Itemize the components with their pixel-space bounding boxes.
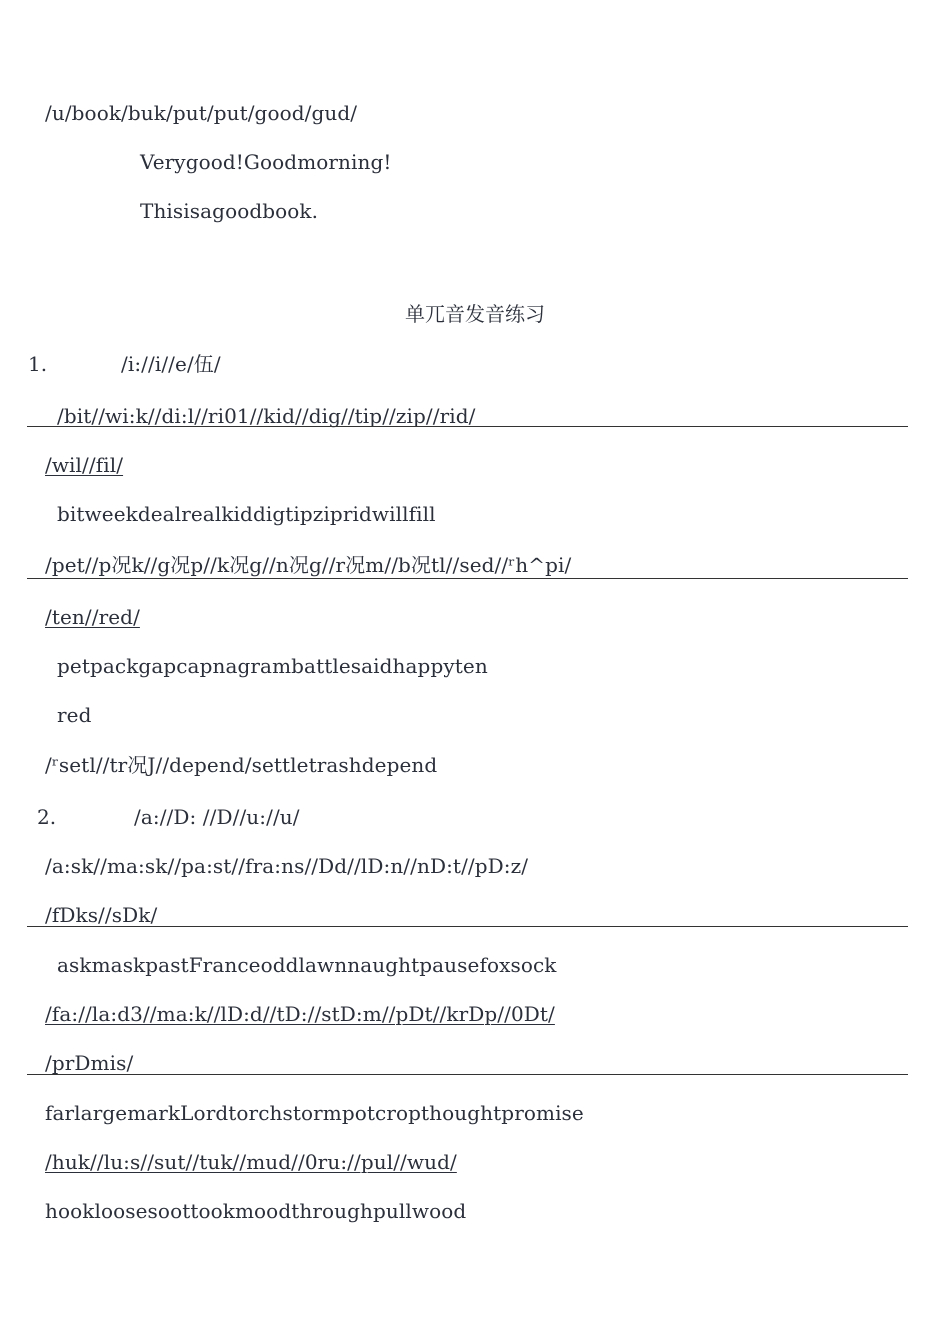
top-line-2: Verygood!Goodmorning! [140,150,392,174]
section-1-header: /i://i//e/伍/ [121,352,221,376]
section-1-ipa-c: /pet//p况k//g况p//k况g//n况g//r况m//b况tl//sed//ʳh^pi/ [45,553,572,577]
section-1-ipa-d: /ten//red/ [45,605,140,629]
section-2-number: 2. [37,805,57,829]
section-1-ipa-a: /bit//wi:k//di:l//ri01//kid//dig//tip//zip//rid/ [57,404,476,428]
section-1-ipa-b: /wil//fil/ [45,453,124,477]
section-2-ipa-b: /fDks//sDk/ [45,903,158,927]
section-1-number: 1. [28,352,48,376]
top-line-3: Thisisagoodbook. [140,199,319,223]
section-1-ipa-e: /ʳsetl//tr况J//depend/settletrashdepend [45,753,438,777]
section-2-ipa-a: /a:sk//ma:sk//pa:st//fra:ns//Dd//lD:n//nD:t//pD:z/ [45,854,529,878]
section-2-words-c: hookloosesoottookmoodthroughpullwood [45,1199,467,1223]
top-line-1: /u/book/buk/put/put/good/gud/ [45,101,358,125]
page-title: 单兀音发音练习 [405,302,545,326]
divider-rule [27,426,908,427]
section-2-header: /a://D: //D//u://u/ [134,805,300,829]
divider-rule [27,1074,908,1075]
section-1-words-c: red [57,703,92,727]
divider-rule [27,578,908,579]
section-2-ipa-d: /prDmis/ [45,1051,134,1075]
section-2-words-b: farlargemarkLordtorchstormpotcropthoughtpromise [45,1101,584,1125]
section-2-words-a: askmaskpastFranceoddlawnnaughtpausefoxsock [57,953,557,977]
section-1-words-b: petpackgapcapnagrambattlesaidhappyten [57,654,488,678]
section-2-ipa-c: /fa://la:d3//ma:k//lD:d//tD://stD:m//pDt//krDp//0Dt/ [45,1002,555,1026]
section-2-ipa-e: /huk//lu:s//sut//tuk//mud//0ru://pul//wud/ [45,1150,457,1174]
section-1-words-a: bitweekdealrealkiddigtipzipridwillfill [57,502,436,526]
divider-rule [27,926,908,927]
